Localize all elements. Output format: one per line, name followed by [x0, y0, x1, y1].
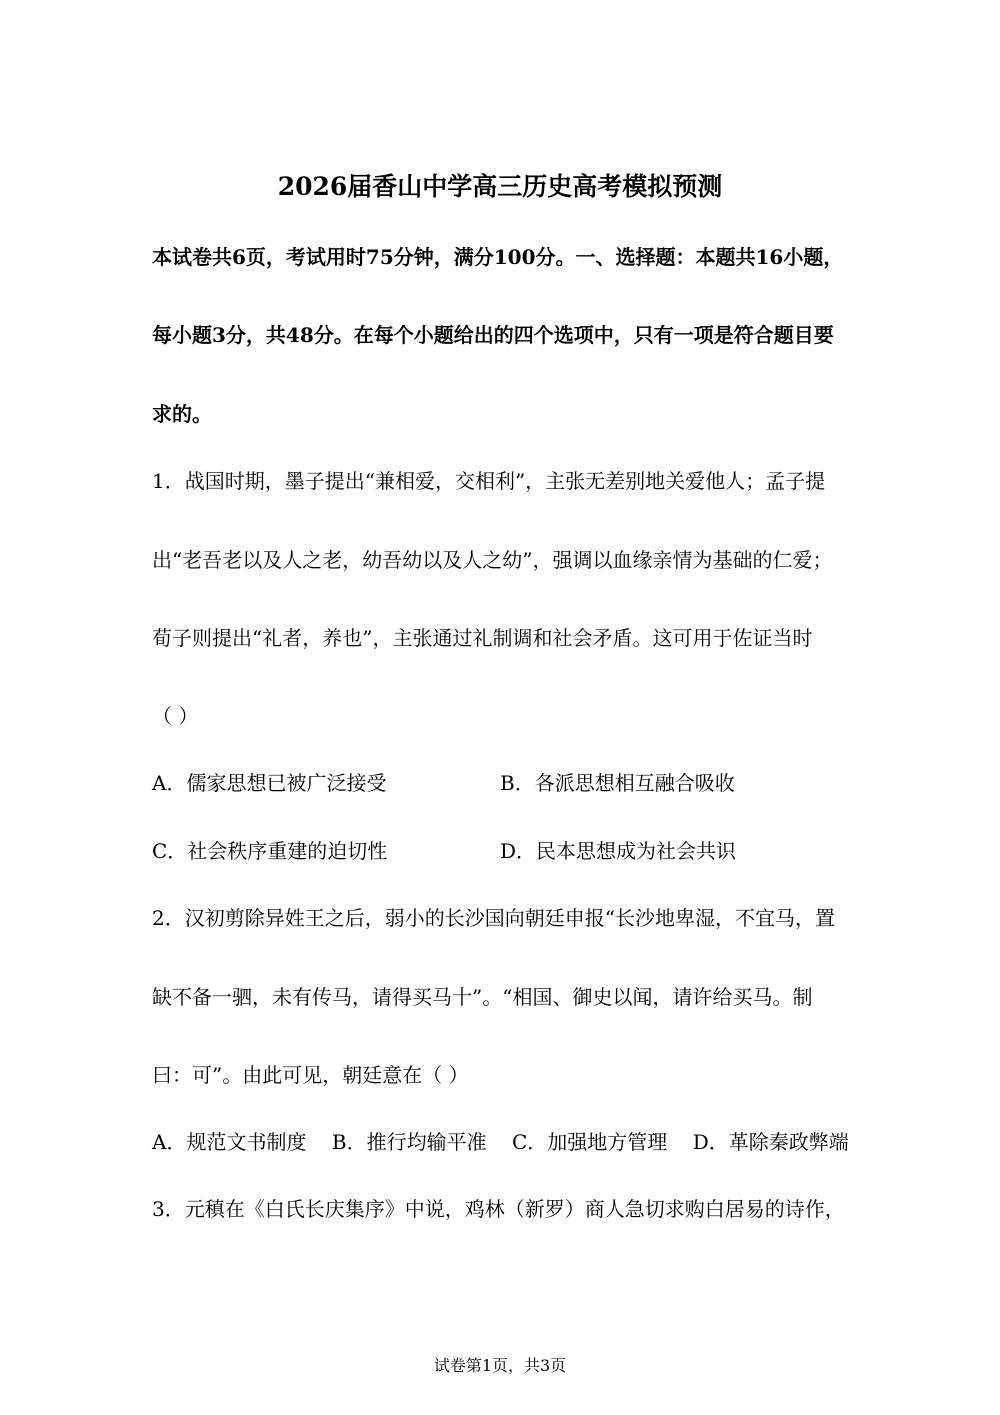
- question-1-option-a: A．儒家思想已被广泛接受: [152, 771, 387, 795]
- question-2-line-3: 曰：可”。由此可见，朝廷意在（ ）: [152, 1063, 469, 1087]
- intro-line-2: 每小题3分，共48分。在每个小题给出的四个选项中，只有一项是符合题目要: [152, 323, 834, 347]
- page-footer: 试卷第1页，共3页: [433, 1356, 567, 1375]
- question-1-line-2: 出“老吾老以及人之老，幼吾幼以及人之幼”，强调以血缘亲情为基础的仁爱；: [152, 548, 833, 572]
- question-1-option-d: D．民本思想成为社会共识: [500, 839, 737, 863]
- exam-title: 2026届香山中学高三历史高考模拟预测: [277, 172, 723, 201]
- question-1-option-b: B．各派思想相互融合吸收: [500, 771, 735, 795]
- question-1-line-3: 荀子则提出“礼者，养也”，主张通过礼制调和社会矛盾。这可用于佐证当时: [152, 626, 813, 650]
- question-3-line-1: 3．元稹在《白氏长庆集序》中说，鸡林（新罗）商人急切求购白居易的诗作，: [152, 1197, 845, 1221]
- intro-line-1: 本试卷共6页，考试用时75分钟，满分100分。一、选择题：本题共16小题，: [152, 245, 844, 269]
- question-1-answer-blank: （ ）: [152, 704, 199, 728]
- question-1-line-1: 1．战国时期，墨子提出“兼相爱，交相利”，主张无差别地关爱他人；孟子提: [152, 469, 826, 493]
- intro-line-3: 求的。: [152, 402, 212, 426]
- question-1-option-c: C．社会秩序重建的迫切性: [152, 839, 388, 863]
- question-2-options: A．规范文书制度 B．推行均输平准 C．加强地方管理 D．革除秦政弊端: [152, 1130, 849, 1154]
- question-2-line-2: 缺不备一驷，未有传马，请得买马十”。“相国、御史以闻，请许给买马。制: [152, 985, 813, 1009]
- question-2-line-1: 2．汉初剪除异姓王之后，弱小的长沙国向朝廷申报“长沙地卑湿，不宜马，置: [152, 906, 835, 930]
